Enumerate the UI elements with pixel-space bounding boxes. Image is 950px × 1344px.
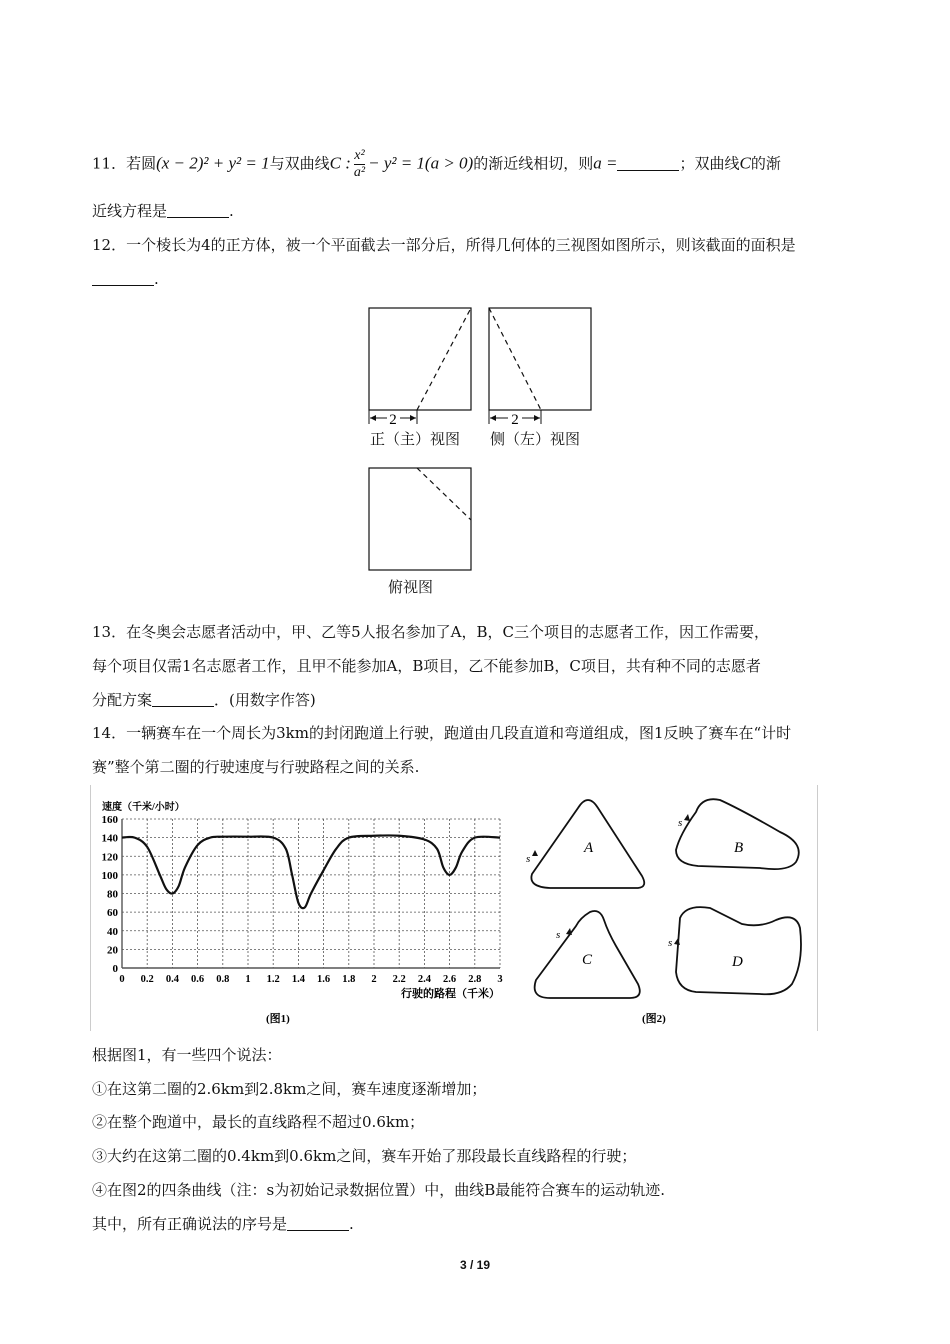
q11-mid3: ；双曲线 — [679, 154, 740, 173]
y-tick-label: 0 — [112, 963, 118, 975]
q11-mid2: 的渐近线相切，则 — [473, 154, 594, 173]
track-a-label: A — [584, 840, 594, 856]
q11-a-eq: a = — [593, 153, 618, 173]
y-tick-label: 160 — [101, 814, 118, 826]
track-d — [676, 907, 801, 994]
q11-answer-blank-2 — [167, 203, 229, 218]
x-tick-label: 2.6 — [443, 974, 457, 985]
q14-final-end: . — [349, 1215, 354, 1233]
x-tick-label: 0.8 — [216, 974, 230, 985]
side-view-square — [489, 308, 591, 410]
x-tick-label: 1.4 — [291, 974, 305, 985]
q14-statement-4: ④在图2的四条曲线（注：s为初始记录数据位置）中，曲线B最能符合赛车的运动轨迹. — [92, 1181, 666, 1199]
y-tick-label: 60 — [107, 907, 118, 920]
q13-answer-blank — [152, 692, 214, 707]
top-view-caption: 俯视图 — [388, 578, 434, 596]
side-view-caption: 侧（左）视图 — [490, 430, 581, 448]
track-a-s: s — [526, 853, 531, 865]
q11-hyperbola-rest: − y² = 1(a > 0) — [368, 153, 474, 173]
x-tick-label: 1.6 — [317, 974, 331, 985]
top-view-dashed — [417, 468, 471, 520]
q11-answer-blank-1 — [617, 156, 679, 171]
x-tick-label: 0 — [119, 974, 125, 985]
x-tick-label: 0.4 — [165, 974, 179, 985]
fig1-caption: (图1) — [266, 1013, 290, 1025]
q14-final-text: 其中，所有正确说法的序号是 — [92, 1215, 288, 1233]
track-d-label: D — [732, 954, 743, 970]
q11-frac-num: x² — [354, 148, 365, 163]
y-tick-label: 140 — [101, 832, 118, 845]
q14-after1: 根据图1，有一些四个说法： — [92, 1046, 282, 1064]
q12-answer-blank — [92, 271, 154, 286]
q13-line1: 13．在冬奥会志愿者活动中，甲、乙等5人报名参加了A，B，C三个项目的志愿者工作，因工作需要， — [92, 623, 769, 641]
q11-c2: C — [739, 153, 751, 173]
q12-line2 — [92, 268, 159, 290]
three-view-diagram — [360, 300, 610, 600]
q11-line2 — [92, 200, 234, 222]
side-view-dashed — [489, 308, 541, 410]
front-view-square — [369, 308, 471, 410]
x-tick-label: 2 — [371, 974, 377, 985]
q13-line3b: ．(用数字作答) — [214, 691, 316, 709]
q11-tail: 的渐 — [750, 154, 781, 173]
q12-line2-end: . — [154, 270, 159, 288]
q14-statement-3: ③大约在这第二圈的0.4km到0.6km之间，赛车开始了那段最长直线路程的行驶； — [92, 1147, 637, 1165]
q13-line2: 每个项目仅需1名志愿者工作，且甲不能参加A，B项目，乙不能参加B，C项目，共有种不同的志愿者 — [92, 657, 761, 675]
x-tick-label: 2.2 — [392, 974, 406, 985]
q14-final — [92, 1213, 354, 1235]
top-view-square — [369, 468, 471, 570]
track-b-label: B — [734, 840, 744, 856]
track-b-start-arrow — [684, 814, 690, 821]
track-b — [676, 799, 799, 869]
q14-statement-2: ②在整个跑道中，最长的直线路程不超过0.6km； — [92, 1113, 425, 1131]
x-tick-label: 0.6 — [191, 974, 205, 985]
x-tick-label: 2.4 — [417, 974, 431, 985]
track-c-label: C — [582, 952, 593, 968]
x-tick-label: 3 — [497, 974, 503, 985]
x-tick-label: 1.8 — [342, 974, 356, 985]
front-view-dashed — [417, 308, 471, 410]
fig2-caption: (图2) — [642, 1013, 666, 1025]
speed-distance-chart — [94, 792, 514, 1028]
track-a-start-arrow — [532, 850, 538, 856]
chart-yticks — [102, 814, 119, 975]
q11-circle-eq: (x − 2)² + y² = 1 — [156, 153, 270, 173]
track-d-s: s — [668, 937, 673, 949]
q14-statement-1: ①在这第二圈的2.6km到2.8km之间，赛车速度逐渐增加； — [92, 1080, 487, 1098]
page-number: 3 / 19 — [459, 1258, 491, 1272]
front-view-caption: 正（主）视图 — [370, 430, 461, 448]
speed-curve — [122, 835, 500, 908]
front-dim-label: 2 — [389, 412, 397, 428]
q14-answer-blank — [287, 1216, 349, 1231]
q12-line1: 12．一个棱长为4的正方体，被一个平面截去一部分后，所得几何体的三视图如图所示，则该截面的面积是 — [92, 236, 796, 254]
q14-line1: 14．一辆赛车在一个周长为3km的封闭跑道上行驶，跑道由几段直道和弯道组成，图1反映了赛车在“计时 — [92, 724, 792, 742]
x-tick-label: 0.2 — [140, 974, 154, 985]
q11-line2-end: . — [229, 202, 234, 220]
x-tick-label: 1 — [245, 974, 251, 985]
chart-xlabel: 行驶的路程（千米） — [401, 988, 500, 1000]
x-tick-label: 2.8 — [468, 974, 482, 985]
q11-hyperbola-c: C : — [329, 153, 351, 173]
q14-line2: 赛”整个第二圈的行驶速度与行驶路程之间的关系. — [92, 758, 420, 776]
y-tick-label: 120 — [101, 851, 118, 864]
q13-line3a: 分配方案 — [92, 691, 153, 709]
q11-line2-text: 近线方程是 — [92, 202, 168, 220]
track-shapes-figure — [520, 792, 814, 1028]
track-b-s: s — [678, 817, 683, 829]
side-dim-label: 2 — [511, 412, 519, 428]
y-tick-label: 20 — [107, 944, 118, 957]
track-c-s: s — [556, 929, 561, 941]
y-tick-label: 40 — [107, 925, 118, 938]
y-tick-label: 80 — [107, 888, 118, 901]
q11-mid1: 与双曲线 — [269, 154, 330, 173]
chart-xticks — [119, 974, 502, 985]
q11-line1 — [92, 148, 781, 181]
x-tick-label: 1.2 — [266, 974, 280, 985]
q11-frac-den: a² — [353, 165, 366, 180]
q11-prefix: 11．若圆 — [92, 154, 157, 173]
chart-ylabel: 速度（千米/小时） — [102, 802, 185, 813]
q13-line3 — [92, 689, 316, 711]
y-tick-label: 100 — [101, 869, 118, 882]
